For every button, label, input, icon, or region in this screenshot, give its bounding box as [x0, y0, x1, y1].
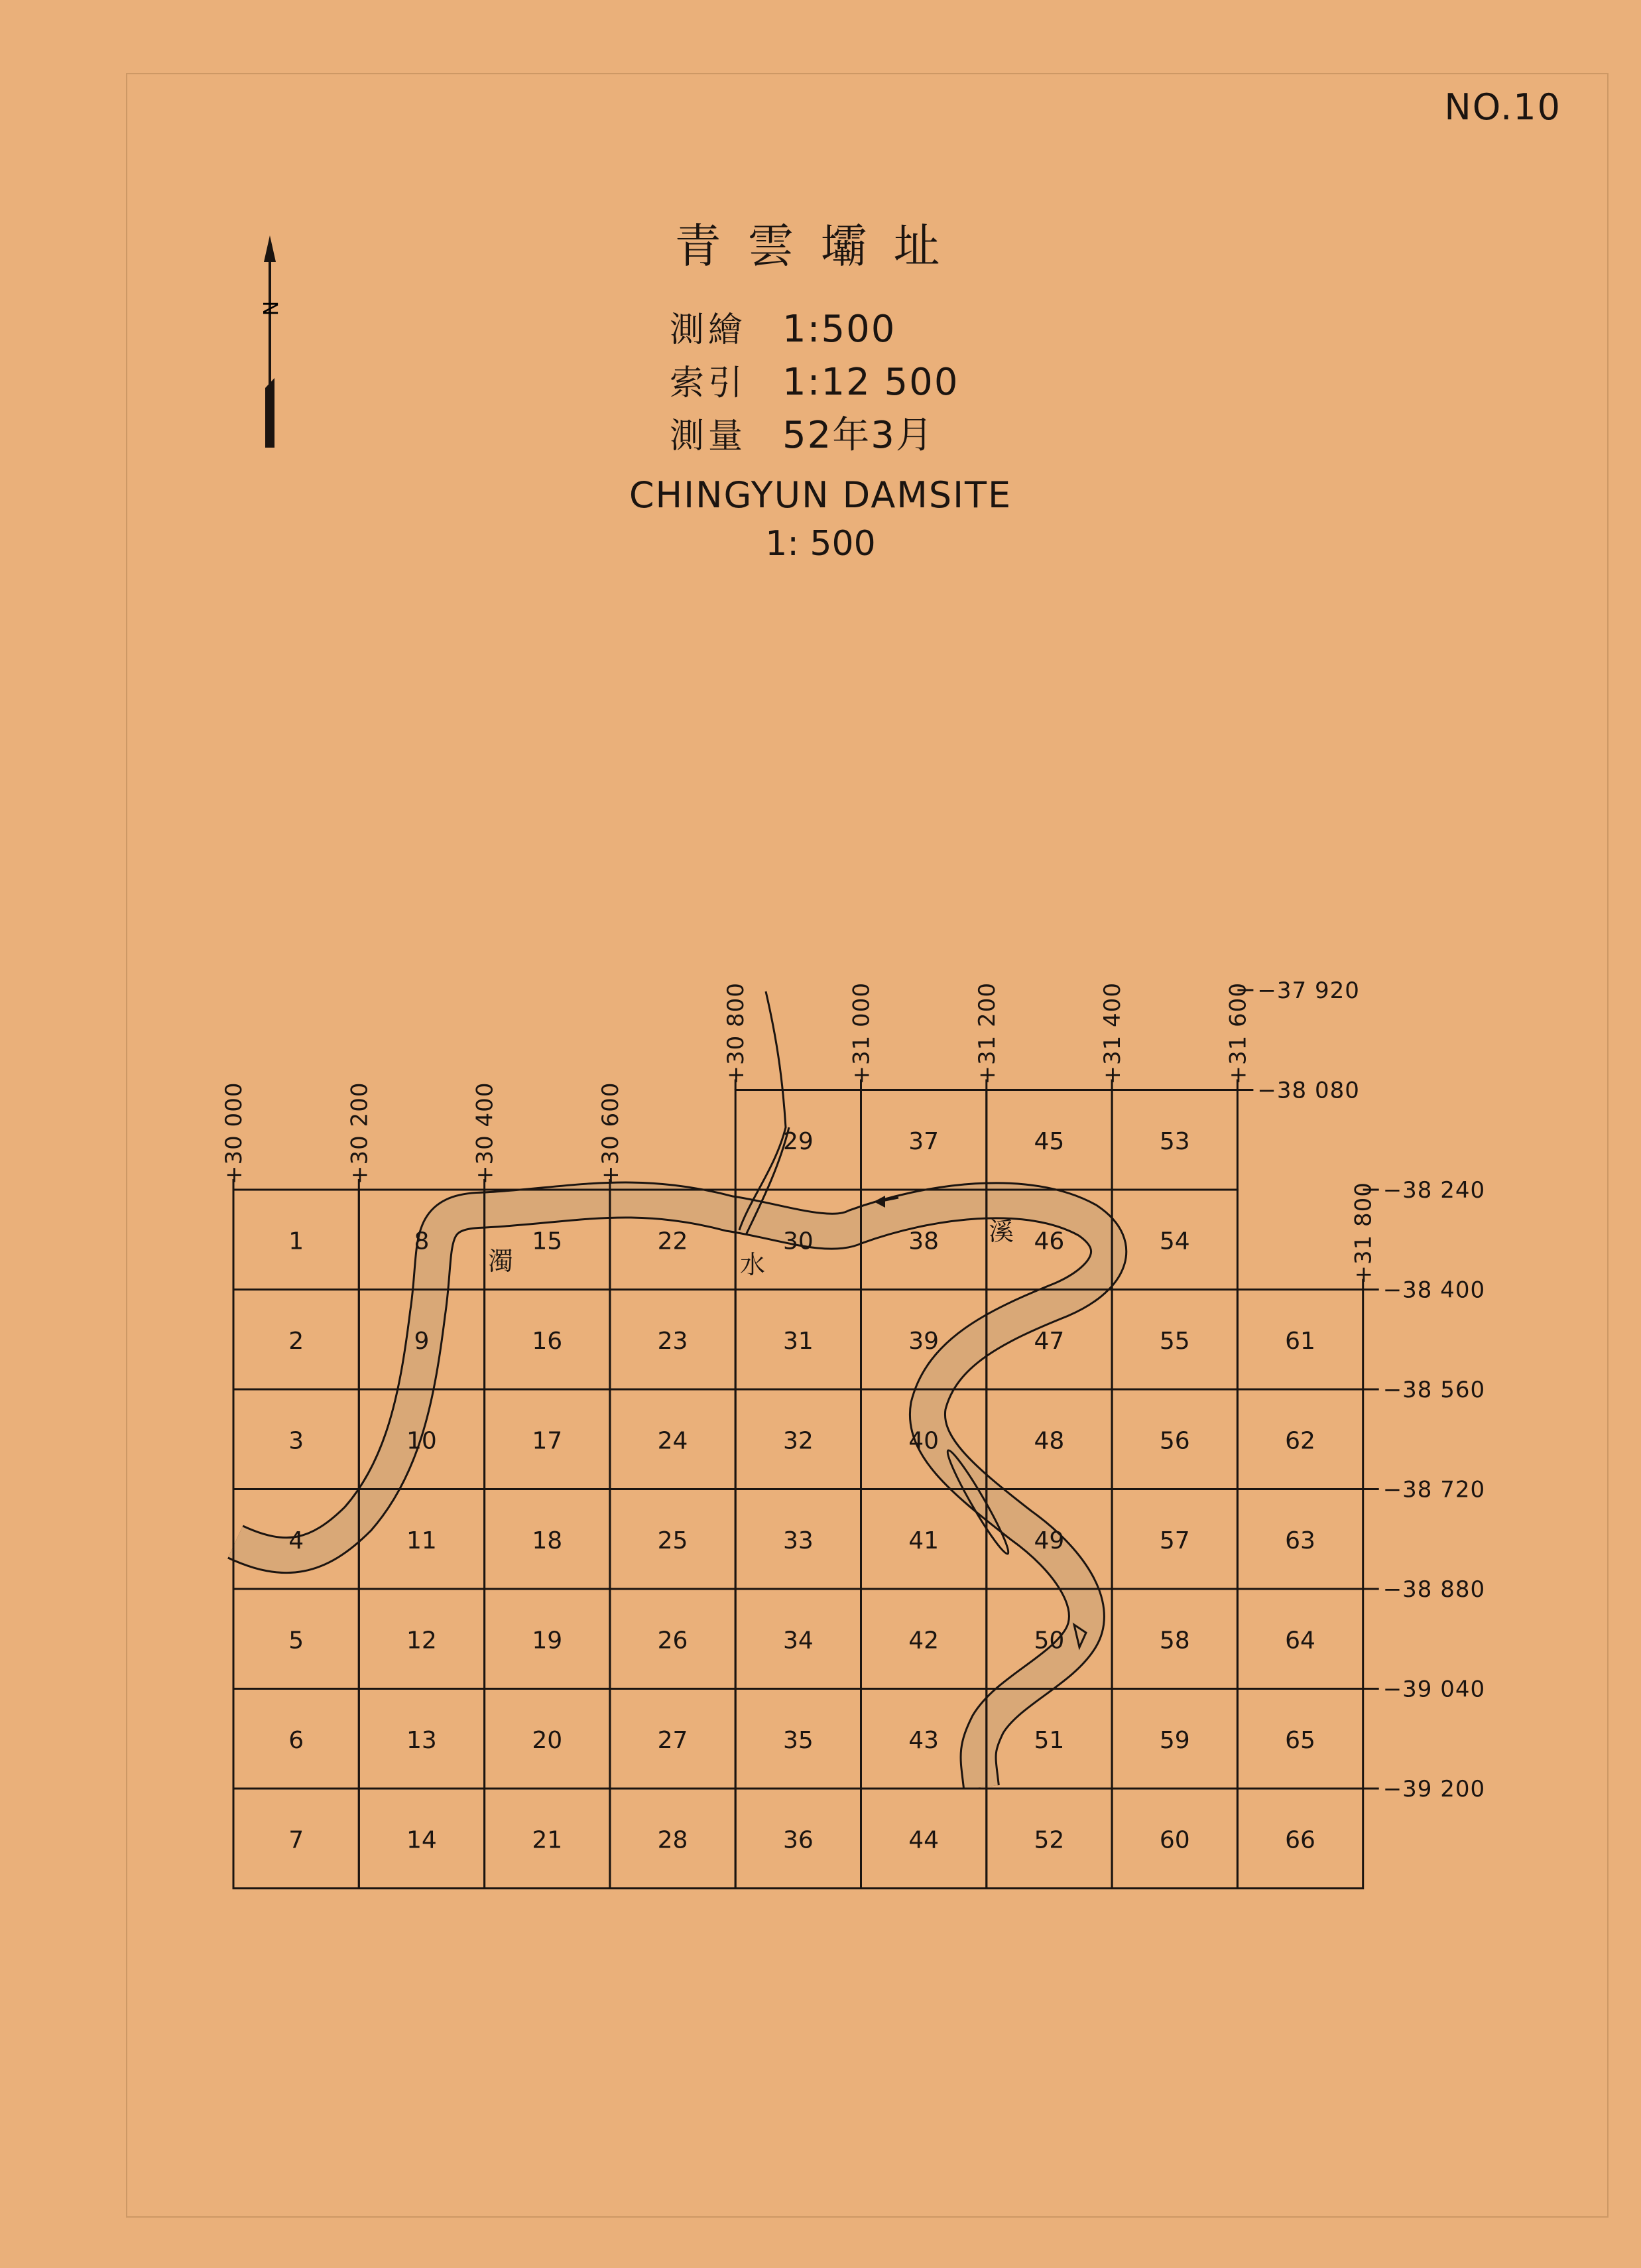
easting-label: +30 600 — [597, 1082, 624, 1184]
grid-cell-number: 45 — [1034, 1127, 1065, 1155]
grid-cell-number: 19 — [532, 1627, 563, 1655]
map-title-english: CHINGYUN DAMSITE — [629, 474, 1012, 516]
easting-label: +31 000 — [848, 982, 875, 1085]
grid-cell-number: 31 — [782, 1327, 814, 1355]
grid-cell-number: 35 — [782, 1726, 814, 1754]
grid-cell-number: 16 — [532, 1327, 563, 1355]
grid-cell-number: 27 — [657, 1726, 688, 1754]
grid-cell-number: 26 — [657, 1627, 688, 1655]
grid-cell-number: 15 — [532, 1228, 563, 1255]
grid-cell-number: 6 — [288, 1726, 304, 1754]
grid-cell-number: 8 — [414, 1228, 430, 1255]
easting-label: +30 800 — [723, 982, 750, 1085]
grid-cell-number: 17 — [532, 1427, 563, 1455]
northing-label: −39 040 — [1382, 1676, 1486, 1703]
grid-cell-number: 53 — [1159, 1127, 1190, 1155]
grid-cell-number: 66 — [1285, 1826, 1315, 1854]
grid-cell-number: 52 — [1034, 1826, 1065, 1854]
grid-cell-number: 24 — [657, 1427, 688, 1455]
north-label: N — [258, 300, 281, 316]
easting-label: +31 200 — [973, 982, 1001, 1085]
grid-cell-number: 62 — [1285, 1427, 1315, 1455]
info-value: 1:12 500 — [782, 361, 959, 404]
map-scale-english: 1: 500 — [765, 524, 876, 564]
info-label: 測繪 — [670, 310, 747, 350]
grid-cell-number: 22 — [657, 1228, 688, 1255]
sheet-number: NO.10 — [1444, 86, 1561, 128]
northing-label: −38 720 — [1382, 1476, 1486, 1503]
grid-cell-number: 42 — [908, 1627, 940, 1655]
grid-cell-number: 18 — [532, 1527, 563, 1554]
easting-label: +30 000 — [221, 1082, 247, 1184]
grid-cell-number: 55 — [1159, 1327, 1190, 1355]
grid-cell-number: 65 — [1285, 1726, 1315, 1754]
easting-label: +30 200 — [346, 1082, 373, 1184]
grid-cell-number: 64 — [1285, 1627, 1315, 1655]
grid-cell-number: 20 — [532, 1726, 563, 1754]
grid-cell-number: 46 — [1034, 1228, 1065, 1255]
grid-cell-number: 34 — [782, 1627, 814, 1655]
northing-label: −38 080 — [1257, 1077, 1360, 1104]
northing-label: −38 240 — [1382, 1177, 1486, 1204]
grid-cell-number: 33 — [782, 1527, 814, 1554]
map-title-chinese: 青雲壩址 — [674, 219, 967, 273]
grid-cell-number: 36 — [782, 1826, 814, 1854]
info-value: 52年3月 — [782, 414, 934, 457]
grid-cell-number: 30 — [782, 1228, 814, 1255]
grid-cell-number: 4 — [288, 1527, 304, 1554]
grid-cell-number: 58 — [1159, 1627, 1190, 1655]
northing-label: −37 920 — [1257, 977, 1360, 1004]
grid-cell-number: 23 — [657, 1327, 688, 1355]
grid-cell-number: 39 — [908, 1327, 940, 1355]
easting-label: +31 600 — [1225, 982, 1252, 1085]
grid-cell-number: 63 — [1285, 1527, 1315, 1554]
grid-cell-number: 61 — [1285, 1327, 1315, 1355]
grid-cell-number: 51 — [1034, 1726, 1065, 1754]
grid-cell-number: 54 — [1159, 1228, 1190, 1255]
grid-cell-number: 47 — [1034, 1327, 1065, 1355]
info-label: 索引 — [670, 363, 747, 403]
grid-cell-number: 37 — [908, 1127, 940, 1155]
northing-label: −38 560 — [1382, 1377, 1486, 1403]
grid-cell-number: 5 — [288, 1627, 304, 1655]
grid-cell-number: 12 — [406, 1627, 437, 1655]
grid-cell-number: 41 — [908, 1527, 940, 1554]
grid-cell-number: 25 — [657, 1527, 688, 1554]
grid-cell-number: 1 — [288, 1228, 304, 1255]
grid-cell-number: 3 — [288, 1427, 304, 1455]
grid-cell-number: 2 — [288, 1327, 304, 1355]
river-label: 溪 — [988, 1217, 1014, 1246]
easting-label: +31 400 — [1099, 982, 1126, 1085]
grid-cell-number: 50 — [1034, 1627, 1065, 1655]
grid-cell-number: 11 — [406, 1527, 437, 1554]
river-label: 濁 — [487, 1247, 514, 1276]
grid-cell-number: 28 — [657, 1826, 688, 1854]
northing-label: −38 400 — [1382, 1277, 1486, 1304]
grid-cell-number: 40 — [908, 1427, 940, 1455]
grid-cell-number: 38 — [908, 1228, 940, 1255]
northing-label: −39 200 — [1382, 1776, 1486, 1802]
grid-cell-number: 7 — [288, 1826, 304, 1854]
grid-cell-number: 49 — [1034, 1527, 1065, 1554]
info-value: 1:500 — [782, 308, 896, 351]
northing-label: −38 880 — [1382, 1576, 1486, 1603]
grid-cell-number: 9 — [414, 1327, 430, 1355]
river-label: 水 — [739, 1250, 766, 1279]
grid-cell-number: 21 — [532, 1826, 563, 1854]
easting-label: +31 800 — [1350, 1182, 1377, 1285]
grid-cell-number: 43 — [908, 1726, 940, 1754]
grid-cell-number: 59 — [1159, 1726, 1190, 1754]
grid-cell-number: 48 — [1034, 1427, 1065, 1455]
grid-cell-number: 14 — [406, 1826, 437, 1854]
grid-cell-number: 60 — [1159, 1826, 1190, 1854]
grid-cell-number: 44 — [908, 1826, 940, 1854]
grid-cell-number: 13 — [406, 1726, 437, 1754]
grid-cell-number: 56 — [1159, 1427, 1190, 1455]
grid-cell-number: 32 — [782, 1427, 814, 1455]
grid-cell-number: 29 — [782, 1127, 814, 1155]
info-label: 測量 — [670, 416, 747, 456]
easting-label: +30 400 — [471, 1082, 499, 1184]
grid-cell-number: 10 — [406, 1427, 437, 1455]
grid-cell-number: 57 — [1159, 1527, 1190, 1554]
